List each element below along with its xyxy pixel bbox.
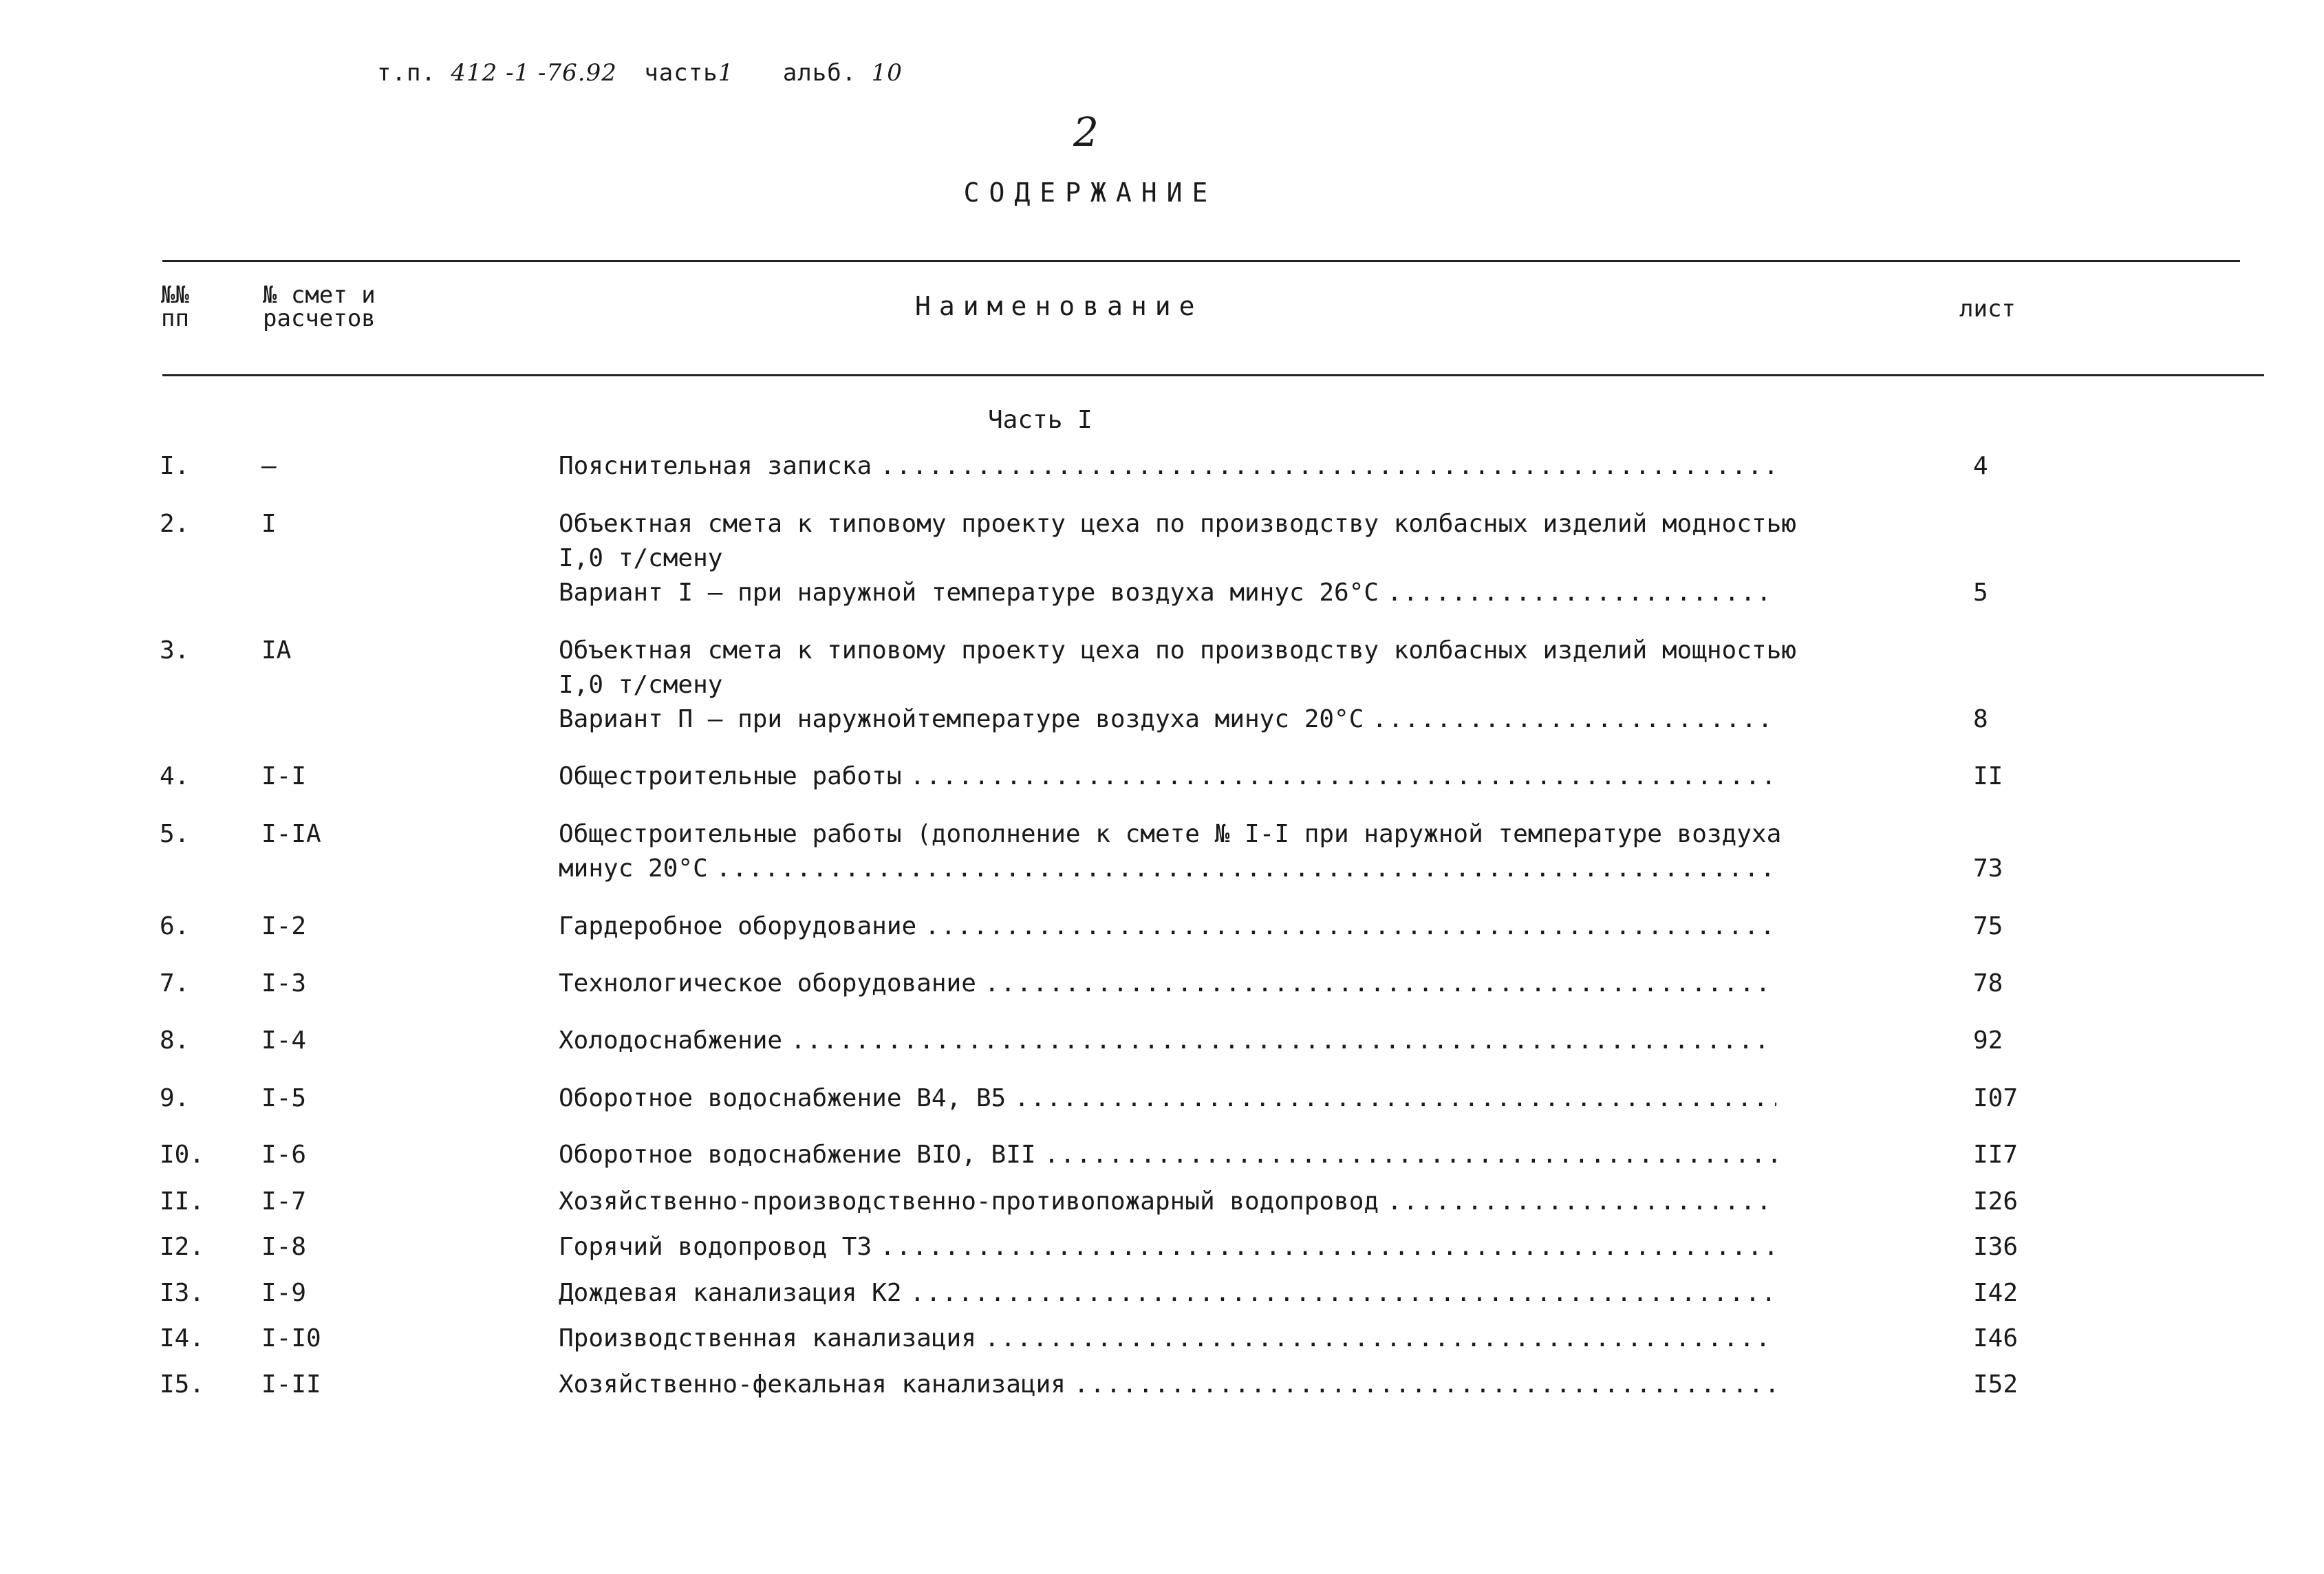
page-title: СОДЕРЖАНИЕ bbox=[963, 177, 1218, 208]
row-number: I5. bbox=[160, 1370, 205, 1399]
row-sheet-number: II bbox=[1973, 762, 2003, 790]
row-name bbox=[559, 909, 1776, 944]
leader-dots bbox=[1372, 702, 1776, 737]
row-number: 3. bbox=[160, 636, 190, 665]
row-name bbox=[559, 1081, 1776, 1116]
row-name-line: Гардеробное оборудование bbox=[559, 912, 917, 940]
row-name bbox=[559, 1230, 1776, 1264]
row-estimate-number: – bbox=[261, 452, 277, 480]
row-name-line: Пояснительная записка bbox=[559, 452, 872, 480]
row-estimate-number: I-3 bbox=[261, 969, 307, 998]
row-estimate-number: I-5 bbox=[261, 1084, 307, 1112]
leader-dots bbox=[910, 1276, 1777, 1311]
row-name-line: Объектная смета к типовому проекту цеха по производству колбасных изделий модностью bbox=[559, 510, 1796, 538]
leader-dots bbox=[1074, 1368, 1776, 1402]
leader-dots bbox=[716, 852, 1776, 886]
row-estimate-number: IA bbox=[261, 636, 292, 665]
leader-dots bbox=[1387, 1185, 1776, 1219]
column-header-sheet: лист bbox=[1959, 295, 2016, 323]
row-number: I3. bbox=[160, 1279, 205, 1307]
row-number: 7. bbox=[160, 969, 190, 998]
row-name bbox=[559, 1276, 1776, 1311]
row-sheet-number: II7 bbox=[1973, 1141, 2019, 1169]
leader-dots bbox=[880, 1230, 1776, 1264]
row-estimate-number: I-6 bbox=[261, 1141, 307, 1169]
row-sheet-number: 75 bbox=[1973, 912, 2003, 940]
column-header-number: №№ пп bbox=[161, 281, 189, 332]
row-number: 6. bbox=[160, 912, 190, 940]
row-name-line: Вариант I – при наружной температуре воздуха минус 26°C bbox=[559, 579, 1379, 607]
row-estimate-number: I-7 bbox=[261, 1187, 307, 1216]
row-sheet-number: I52 bbox=[1973, 1370, 2019, 1399]
doc-ref-part-value: 1 bbox=[718, 59, 734, 87]
row-name bbox=[559, 1138, 1776, 1172]
page-number: 2 bbox=[1073, 109, 1099, 155]
row-estimate-number: I-2 bbox=[261, 912, 307, 940]
row-name bbox=[559, 634, 1796, 737]
row-estimate-number: I bbox=[261, 510, 277, 538]
row-number: 5. bbox=[160, 820, 190, 848]
row-sheet-number: I07 bbox=[1973, 1084, 2019, 1112]
row-sheet-number: 73 bbox=[1973, 854, 2003, 883]
row-name-line: Вариант П – при наружнойтемпературе воздуха минус 20°C bbox=[559, 705, 1364, 733]
column-header-estimate: № смет и расчетов bbox=[263, 281, 376, 332]
doc-ref-album-label: альб. bbox=[782, 59, 857, 87]
column-header-name: Наименование bbox=[915, 291, 1203, 321]
row-name-line: Производственная канализация bbox=[559, 1324, 976, 1352]
row-name-line: Объектная смета к типовому проекту цеха по производству колбасных изделий мощностью bbox=[559, 636, 1796, 665]
doc-ref-number: 412 -1 -76.92 bbox=[451, 59, 617, 87]
row-name bbox=[559, 1024, 1776, 1058]
row-sheet-number: I26 bbox=[1973, 1187, 2019, 1216]
row-sheet-number: I36 bbox=[1973, 1233, 2019, 1261]
row-estimate-number: I-8 bbox=[261, 1233, 307, 1261]
row-name bbox=[559, 507, 1796, 610]
table-top-rule bbox=[162, 260, 2240, 262]
row-number: I0. bbox=[160, 1141, 205, 1169]
row-name-line: Хозяйственно-фекальная канализация bbox=[559, 1370, 1066, 1399]
leader-dots bbox=[790, 1024, 1776, 1058]
row-name bbox=[559, 1368, 1776, 1402]
doc-ref-album-value: 10 bbox=[871, 59, 903, 87]
row-estimate-number: I-IA bbox=[261, 820, 321, 848]
row-name-line: Дождевая канализация К2 bbox=[559, 1279, 902, 1307]
leader-dots bbox=[880, 449, 1776, 484]
leader-dots bbox=[985, 967, 1776, 1001]
leader-dots bbox=[910, 759, 1777, 794]
row-sheet-number: 5 bbox=[1973, 579, 1988, 607]
part-heading: Часть I bbox=[988, 406, 1093, 434]
row-sheet-number: 78 bbox=[1973, 969, 2003, 998]
row-sheet-number: 8 bbox=[1973, 705, 1988, 733]
doc-ref-part-label: часть bbox=[644, 59, 718, 87]
row-estimate-number: I-II bbox=[261, 1370, 321, 1399]
leader-dots bbox=[925, 909, 1776, 944]
row-number: II. bbox=[160, 1187, 205, 1216]
row-estimate-number: I-I0 bbox=[261, 1324, 321, 1352]
row-sheet-number: I42 bbox=[1973, 1279, 2019, 1307]
row-name-line: I,0 т/смену bbox=[559, 544, 723, 572]
row-name-line: Общестроительные работы bbox=[559, 762, 902, 790]
row-name-line: минус 20°C bbox=[559, 854, 708, 883]
row-name bbox=[559, 967, 1776, 1001]
row-name bbox=[559, 759, 1776, 794]
row-estimate-number: I-9 bbox=[261, 1279, 307, 1307]
row-number: 9. bbox=[160, 1084, 190, 1112]
row-name bbox=[559, 817, 1782, 886]
row-name bbox=[559, 1185, 1776, 1219]
leader-dots bbox=[1014, 1081, 1776, 1116]
leader-dots bbox=[1387, 576, 1776, 610]
row-number: I4. bbox=[160, 1324, 205, 1352]
row-estimate-number: I-I bbox=[261, 762, 307, 790]
leader-dots bbox=[1044, 1138, 1776, 1172]
row-name-line: Холодоснабжение bbox=[559, 1026, 783, 1055]
row-number: 8. bbox=[160, 1026, 190, 1055]
row-number: I2. bbox=[160, 1233, 205, 1261]
row-name-line: Оборотное водоснабжение В4, В5 bbox=[559, 1084, 1007, 1112]
table-header-rule bbox=[162, 374, 2264, 376]
row-name-line: Хозяйственно-производственно-противопожарный водопровод bbox=[559, 1187, 1379, 1216]
row-number: 4. bbox=[160, 762, 190, 790]
row-name bbox=[559, 449, 1776, 484]
row-name bbox=[559, 1322, 1776, 1356]
doc-ref-prefix: т.п. bbox=[377, 59, 436, 87]
row-name-line: Технологическое оборудование bbox=[559, 969, 976, 998]
row-name-line: Оборотное водоснабжение BIO, BII bbox=[559, 1141, 1036, 1169]
row-name-line: Горячий водопровод Т3 bbox=[559, 1233, 872, 1261]
row-name-line: I,0 т/смену bbox=[559, 671, 723, 699]
document-reference bbox=[377, 59, 903, 87]
row-number: 2. bbox=[160, 510, 190, 538]
row-name-line: Общестроительные работы (дополнение к смете № I-I при наружной температуре воздуха bbox=[559, 820, 1782, 848]
row-number: I. bbox=[160, 452, 190, 480]
row-sheet-number: I46 bbox=[1973, 1324, 2019, 1352]
row-sheet-number: 92 bbox=[1973, 1026, 2003, 1055]
row-estimate-number: I-4 bbox=[261, 1026, 307, 1055]
leader-dots bbox=[985, 1322, 1776, 1356]
row-sheet-number: 4 bbox=[1973, 452, 1988, 480]
